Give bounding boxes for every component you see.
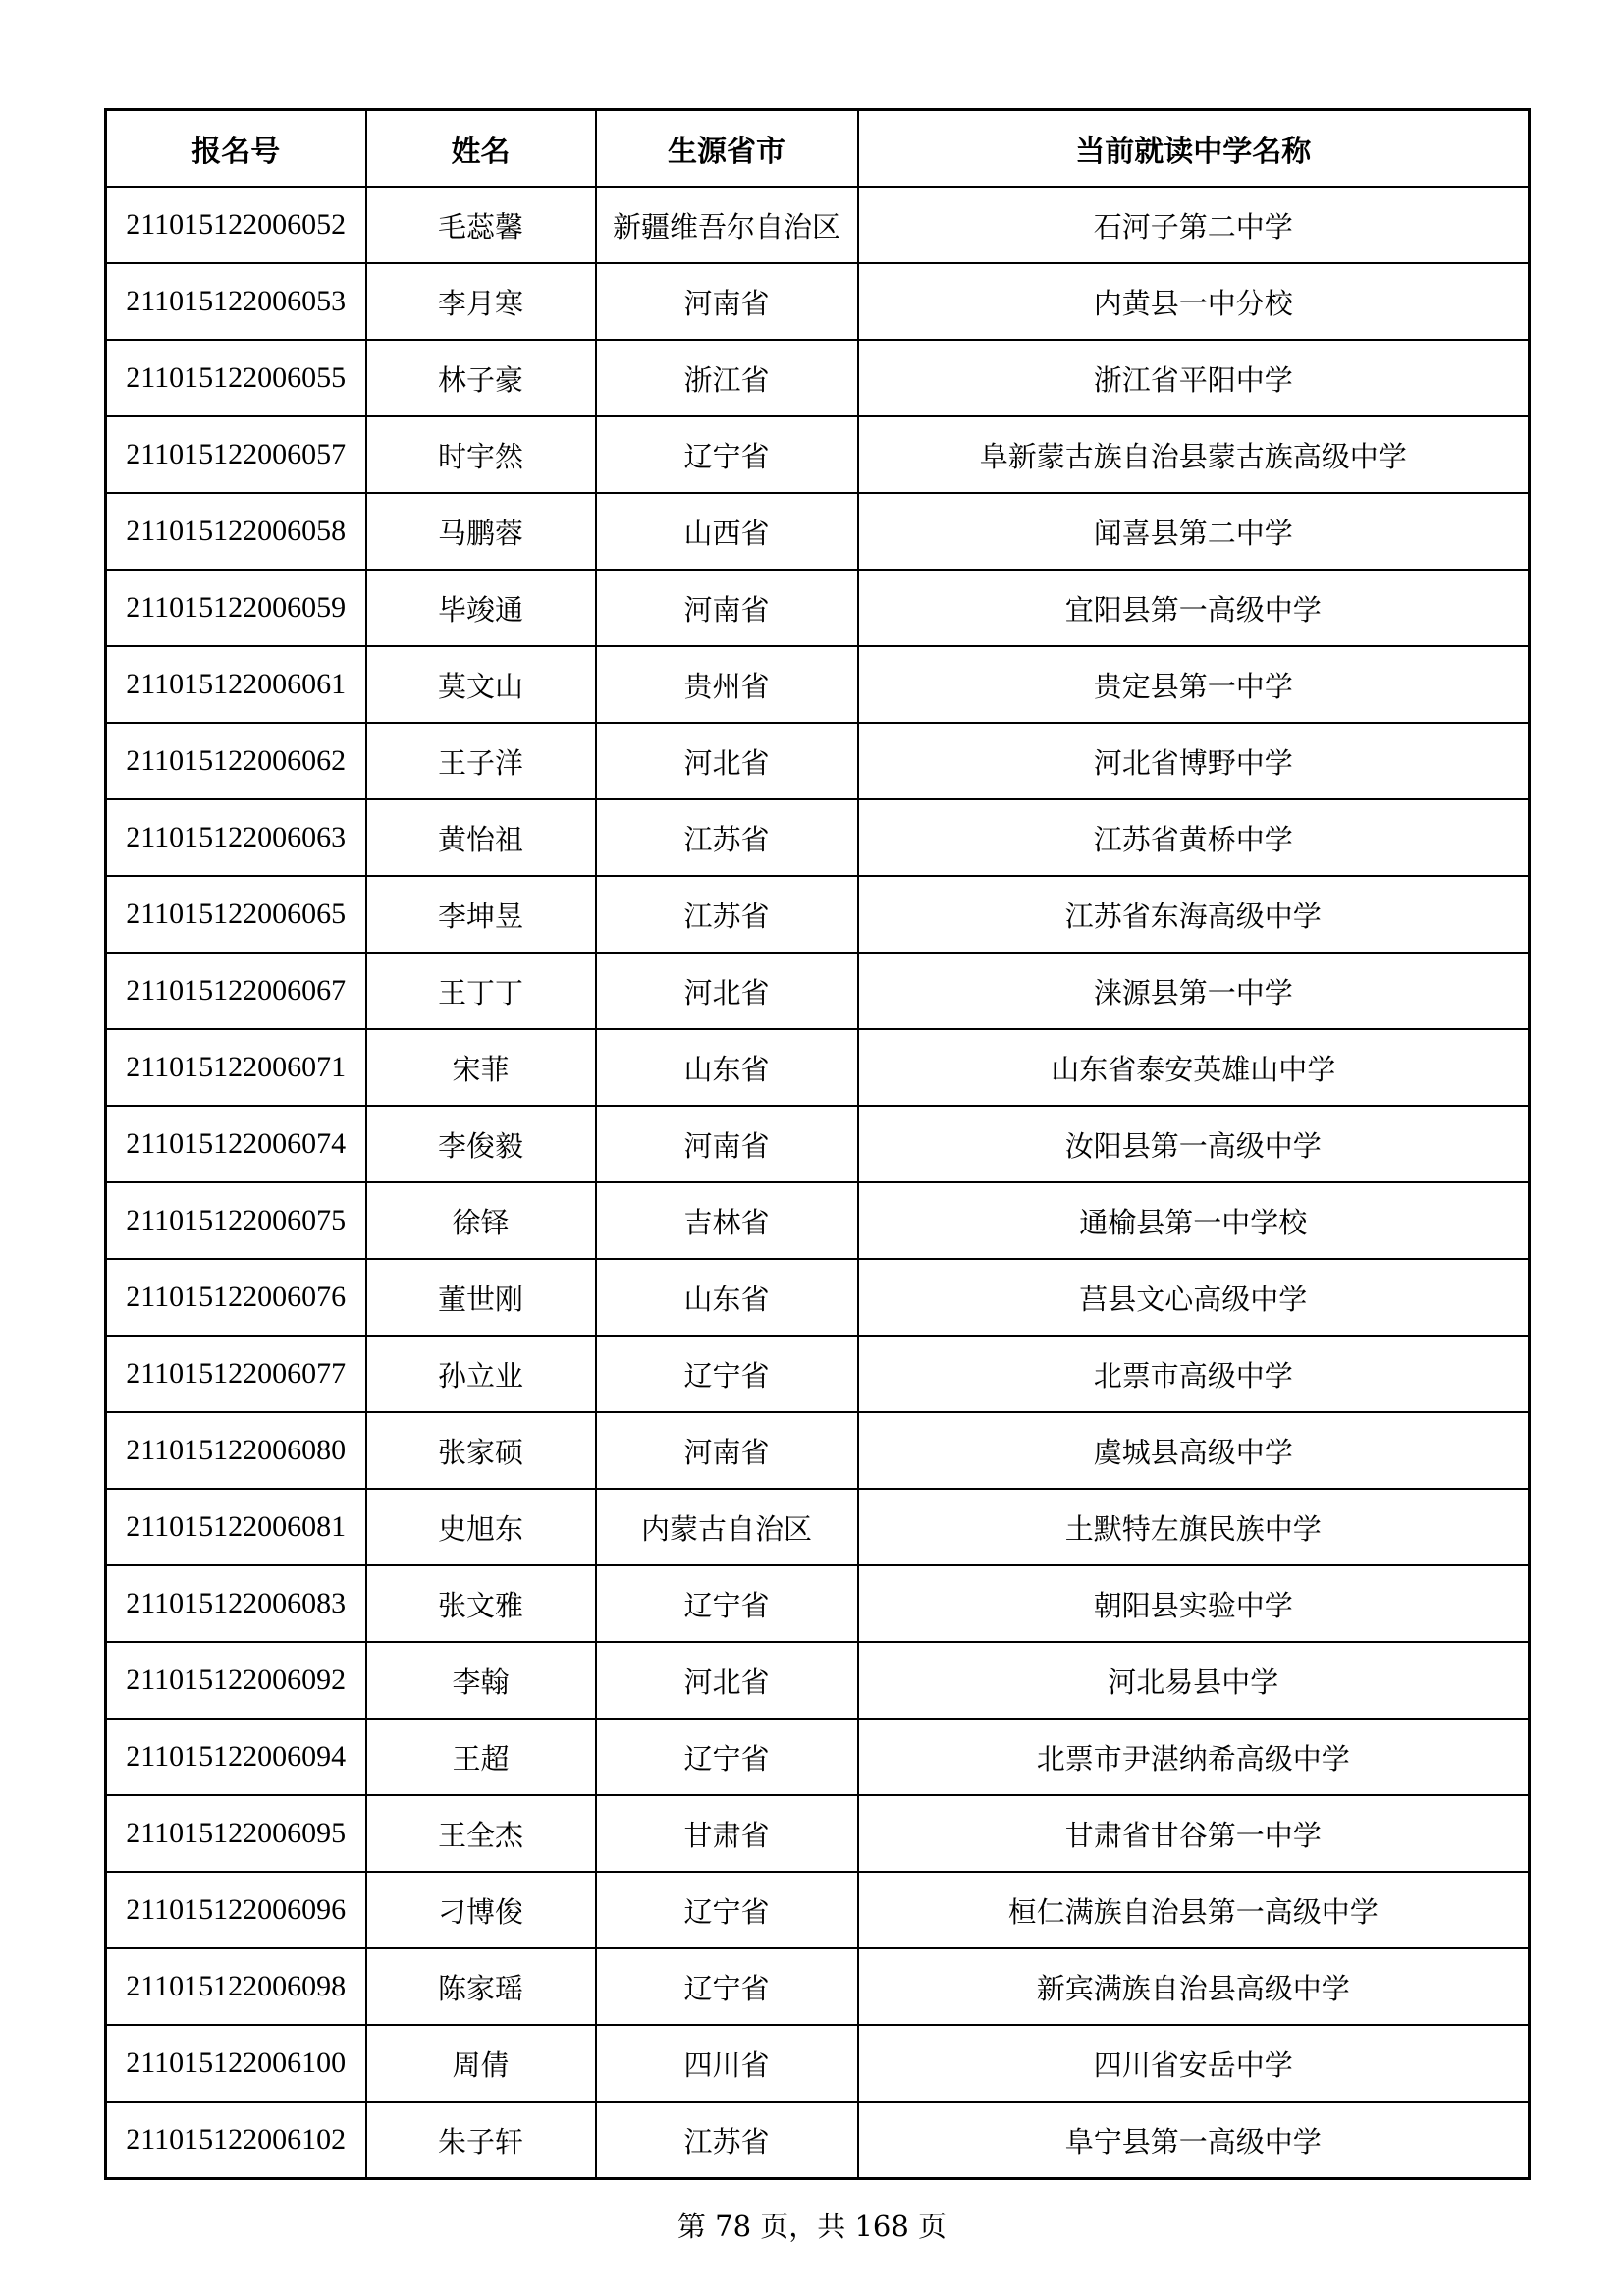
name-cell: 林子豪 xyxy=(366,340,596,416)
province-cell: 新疆维吾尔自治区 xyxy=(596,187,858,263)
province-cell: 吉林省 xyxy=(596,1182,858,1259)
name-cell: 史旭东 xyxy=(366,1489,596,1565)
registration-number-cell: 211015122006062 xyxy=(106,723,366,799)
name-cell: 莫文山 xyxy=(366,646,596,723)
name-cell: 李翰 xyxy=(366,1642,596,1719)
table-row xyxy=(106,799,1530,876)
province-cell: 辽宁省 xyxy=(596,1336,858,1412)
province-cell: 辽宁省 xyxy=(596,1719,858,1795)
registration-number-cell: 211015122006083 xyxy=(106,1565,366,1642)
registration-number-cell: 211015122006092 xyxy=(106,1642,366,1719)
name-cell: 孙立业 xyxy=(366,1336,596,1412)
table-row xyxy=(106,1642,1530,1719)
school-cell: 浙江省平阳中学 xyxy=(858,340,1530,416)
registration-number-cell: 211015122006094 xyxy=(106,1719,366,1795)
registration-number-cell: 211015122006081 xyxy=(106,1489,366,1565)
province-cell: 河南省 xyxy=(596,1106,858,1182)
school-cell: 朝阳县实验中学 xyxy=(858,1565,1530,1642)
registration-number-cell: 211015122006059 xyxy=(106,570,366,646)
table-body xyxy=(106,187,1530,2179)
school-cell: 宜阳县第一高级中学 xyxy=(858,570,1530,646)
school-cell: 江苏省黄桥中学 xyxy=(858,799,1530,876)
name-cell: 马鹏蓉 xyxy=(366,493,596,570)
header-name: 姓名 xyxy=(366,110,596,188)
registration-number-cell: 211015122006098 xyxy=(106,1948,366,2025)
province-cell: 山东省 xyxy=(596,1259,858,1336)
table-row xyxy=(106,1948,1530,2025)
table-row xyxy=(106,340,1530,416)
name-cell: 时宇然 xyxy=(366,416,596,493)
province-cell: 甘肃省 xyxy=(596,1795,858,1872)
registration-number-cell: 211015122006058 xyxy=(106,493,366,570)
table-row xyxy=(106,187,1530,263)
registration-number-cell: 211015122006057 xyxy=(106,416,366,493)
province-cell: 江苏省 xyxy=(596,2102,858,2179)
name-cell: 王全杰 xyxy=(366,1795,596,1872)
registration-number-cell: 211015122006061 xyxy=(106,646,366,723)
registration-number-cell: 211015122006053 xyxy=(106,263,366,340)
table-row xyxy=(106,723,1530,799)
name-cell: 朱子轩 xyxy=(366,2102,596,2179)
school-cell: 新宾满族自治县高级中学 xyxy=(858,1948,1530,2025)
province-cell: 辽宁省 xyxy=(596,1565,858,1642)
province-cell: 贵州省 xyxy=(596,646,858,723)
registration-number-cell: 211015122006095 xyxy=(106,1795,366,1872)
school-cell: 内黄县一中分校 xyxy=(858,263,1530,340)
name-cell: 陈家瑶 xyxy=(366,1948,596,2025)
province-cell: 江苏省 xyxy=(596,799,858,876)
province-cell: 辽宁省 xyxy=(596,1872,858,1948)
table-row xyxy=(106,1182,1530,1259)
province-cell: 辽宁省 xyxy=(596,416,858,493)
table-row xyxy=(106,646,1530,723)
registration-number-cell: 211015122006074 xyxy=(106,1106,366,1182)
province-cell: 河南省 xyxy=(596,1412,858,1489)
table-row xyxy=(106,1795,1530,1872)
name-cell: 李坤昱 xyxy=(366,876,596,953)
province-cell: 河北省 xyxy=(596,723,858,799)
school-cell: 北票市高级中学 xyxy=(858,1336,1530,1412)
header-school: 当前就读中学名称 xyxy=(858,110,1530,188)
name-cell: 张文雅 xyxy=(366,1565,596,1642)
table-row xyxy=(106,1719,1530,1795)
province-cell: 河北省 xyxy=(596,1642,858,1719)
name-cell: 宋菲 xyxy=(366,1029,596,1106)
school-cell: 桓仁满族自治县第一高级中学 xyxy=(858,1872,1530,1948)
province-cell: 河南省 xyxy=(596,263,858,340)
registration-number-cell: 211015122006077 xyxy=(106,1336,366,1412)
page-number: 第 78 页，共 168 页 xyxy=(677,2210,947,2243)
school-cell: 河北省博野中学 xyxy=(858,723,1530,799)
name-cell: 刁博俊 xyxy=(366,1872,596,1948)
school-cell: 阜宁县第一高级中学 xyxy=(858,2102,1530,2179)
name-cell: 毛蕊馨 xyxy=(366,187,596,263)
province-cell: 河南省 xyxy=(596,570,858,646)
school-cell: 通榆县第一中学校 xyxy=(858,1182,1530,1259)
school-cell: 四川省安岳中学 xyxy=(858,2025,1530,2102)
table-row xyxy=(106,1106,1530,1182)
name-cell: 李月寒 xyxy=(366,263,596,340)
registration-number-cell: 211015122006076 xyxy=(106,1259,366,1336)
school-cell: 石河子第二中学 xyxy=(858,187,1530,263)
table-row xyxy=(106,953,1530,1029)
name-cell: 王丁丁 xyxy=(366,953,596,1029)
name-cell: 李俊毅 xyxy=(366,1106,596,1182)
province-cell: 四川省 xyxy=(596,2025,858,2102)
student-roster-table xyxy=(104,108,1531,2180)
registration-number-cell: 211015122006052 xyxy=(106,187,366,263)
header-province: 生源省市 xyxy=(596,110,858,188)
table-row xyxy=(106,2025,1530,2102)
table-row xyxy=(106,263,1530,340)
province-cell: 河北省 xyxy=(596,953,858,1029)
name-cell: 王子洋 xyxy=(366,723,596,799)
registration-number-cell: 211015122006063 xyxy=(106,799,366,876)
name-cell: 毕竣通 xyxy=(366,570,596,646)
name-cell: 黄怡祖 xyxy=(366,799,596,876)
registration-number-cell: 211015122006065 xyxy=(106,876,366,953)
registration-number-cell: 211015122006067 xyxy=(106,953,366,1029)
school-cell: 莒县文心高级中学 xyxy=(858,1259,1530,1336)
province-cell: 山西省 xyxy=(596,493,858,570)
school-cell: 阜新蒙古族自治县蒙古族高级中学 xyxy=(858,416,1530,493)
table-row xyxy=(106,1259,1530,1336)
school-cell: 甘肃省甘谷第一中学 xyxy=(858,1795,1530,1872)
province-cell: 内蒙古自治区 xyxy=(596,1489,858,1565)
school-cell: 涞源县第一中学 xyxy=(858,953,1530,1029)
table-row xyxy=(106,570,1530,646)
school-cell: 北票市尹湛纳希高级中学 xyxy=(858,1719,1530,1795)
registration-number-cell: 211015122006075 xyxy=(106,1182,366,1259)
school-cell: 贵定县第一中学 xyxy=(858,646,1530,723)
school-cell: 山东省泰安英雄山中学 xyxy=(858,1029,1530,1106)
registration-number-cell: 211015122006102 xyxy=(106,2102,366,2179)
header-registration-number: 报名号 xyxy=(106,110,366,188)
province-cell: 江苏省 xyxy=(596,876,858,953)
school-cell: 江苏省东海高级中学 xyxy=(858,876,1530,953)
table-row xyxy=(106,416,1530,493)
table-row xyxy=(106,2102,1530,2179)
registration-number-cell: 211015122006071 xyxy=(106,1029,366,1106)
school-cell: 土默特左旗民族中学 xyxy=(858,1489,1530,1565)
registration-number-cell: 211015122006100 xyxy=(106,2025,366,2102)
table-row xyxy=(106,1489,1530,1565)
table-row xyxy=(106,1029,1530,1106)
school-cell: 河北易县中学 xyxy=(858,1642,1530,1719)
table-row xyxy=(106,1412,1530,1489)
name-cell: 周倩 xyxy=(366,2025,596,2102)
table-row xyxy=(106,493,1530,570)
school-cell: 汝阳县第一高级中学 xyxy=(858,1106,1530,1182)
school-cell: 虞城县高级中学 xyxy=(858,1412,1530,1489)
name-cell: 徐铎 xyxy=(366,1182,596,1259)
registration-number-cell: 211015122006096 xyxy=(106,1872,366,1948)
province-cell: 辽宁省 xyxy=(596,1948,858,2025)
table-row xyxy=(106,1336,1530,1412)
name-cell: 王超 xyxy=(366,1719,596,1795)
table-row xyxy=(106,1872,1530,1948)
registration-number-cell: 211015122006055 xyxy=(106,340,366,416)
province-cell: 浙江省 xyxy=(596,340,858,416)
table-row xyxy=(106,1565,1530,1642)
table-header-row xyxy=(106,110,1530,188)
name-cell: 董世刚 xyxy=(366,1259,596,1336)
school-cell: 闻喜县第二中学 xyxy=(858,493,1530,570)
province-cell: 山东省 xyxy=(596,1029,858,1106)
registration-number-cell: 211015122006080 xyxy=(106,1412,366,1489)
table-row xyxy=(106,876,1530,953)
name-cell: 张家硕 xyxy=(366,1412,596,1489)
